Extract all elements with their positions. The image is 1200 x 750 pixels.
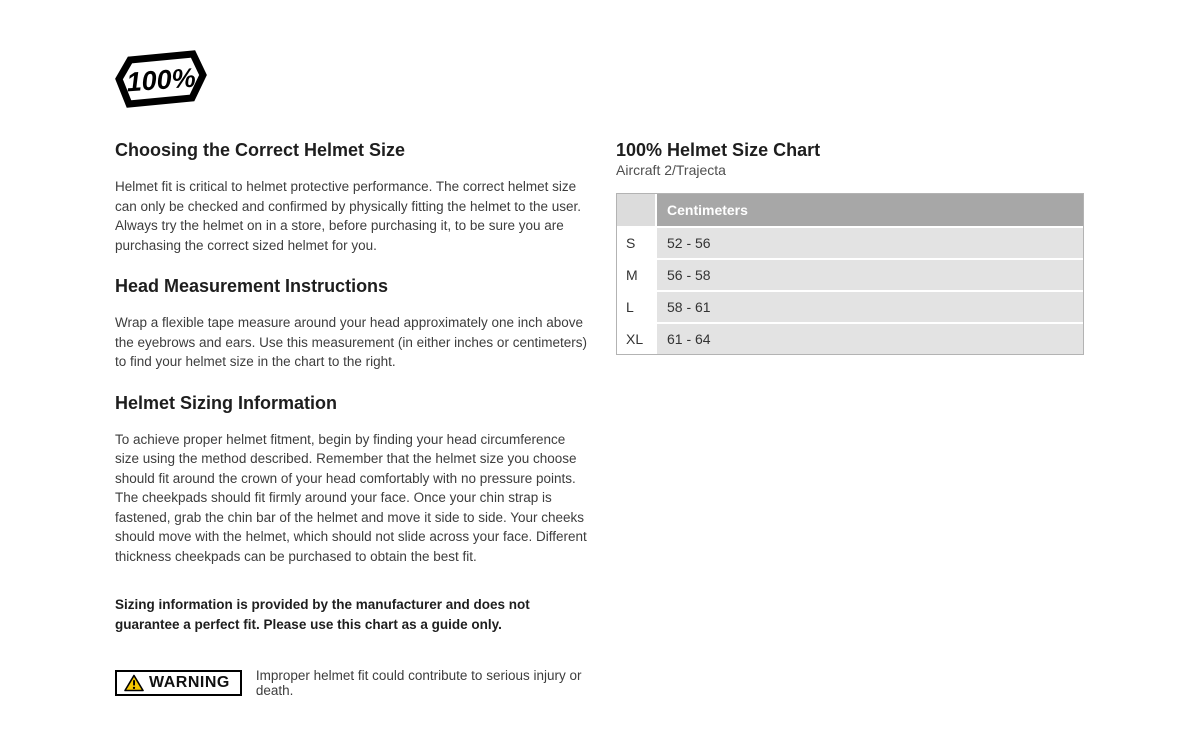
size-label: S [617, 226, 657, 258]
size-chart-table [616, 193, 1084, 355]
size-chart-column [616, 140, 1084, 355]
section-heading: Helmet Sizing Information [115, 392, 338, 413]
info-column [115, 140, 587, 698]
size-range-cm: 56 - 58 [657, 258, 1083, 290]
brand-logo-100percent [115, 50, 207, 113]
section-body: To achieve proper helmet fitment, begin by finding your head circumference size using the method described. Remember that the helmet size you choose should fit around the crown of your head comfortably with no pressure points. The cheekpads should fit firmly around your face. Once your chin strap is fastened, grab the chin bar of the helmet and move it side to side. Your cheeks should move with the helmet, which should not slide across your face. Different thickness cheekpads can be purchased to obtain the best fit. [115, 431, 587, 564]
logo-text: 100% [125, 62, 197, 98]
manufacturer-disclaimer: Sizing information is provided by the manufacturer and does not guarantee a perfect fit. Please use this chart as a guide only. [115, 597, 530, 632]
warning-text: Improper helmet fit could contribute to serious injury or death. [255, 668, 582, 698]
table-row [617, 258, 1083, 290]
size-label: XL [617, 322, 657, 354]
section-body: Wrap a flexible tape measure around your head approximately one inch above the eyebrows and ears. Use this measurement (in either inches or centimeters) to find your helmet size in the chart to the right. [115, 315, 587, 369]
size-label: M [617, 258, 657, 290]
section-heading: Head Measurement Instructions [115, 276, 389, 296]
table-corner-cell [617, 194, 657, 226]
section-body: Helmet fit is critical to helmet protective performance. The correct helmet size can only be checked and confirmed by physically fitting the helmet to the user. Always try the helmet on in a store, before purchasing it, to be sure you are purchasing the correct sized helmet for you. [115, 179, 582, 253]
table-row [617, 322, 1083, 354]
warning-label: WARNING [149, 674, 230, 691]
warning-box [115, 670, 242, 696]
logo-100percent-icon [115, 50, 207, 108]
section-heading: Choosing the Correct Helmet Size [115, 140, 406, 160]
table-header-row [617, 194, 1083, 226]
size-range-cm: 52 - 56 [657, 226, 1083, 258]
table-row [617, 226, 1083, 258]
section-sizing-information [115, 393, 587, 567]
section-head-measurement [115, 276, 587, 372]
table-row [617, 290, 1083, 322]
section-choosing-size [115, 140, 587, 255]
size-range-cm: 61 - 64 [657, 322, 1083, 354]
warning-row [115, 668, 587, 698]
size-range-cm: 58 - 61 [657, 290, 1083, 322]
warning-triangle-icon [124, 674, 144, 692]
table-column-header: Centimeters [657, 194, 1083, 226]
size-chart-subtitle: Aircraft 2/Trajecta [616, 162, 726, 178]
size-label: L [617, 290, 657, 322]
size-chart-title: 100% Helmet Size Chart [616, 140, 821, 160]
